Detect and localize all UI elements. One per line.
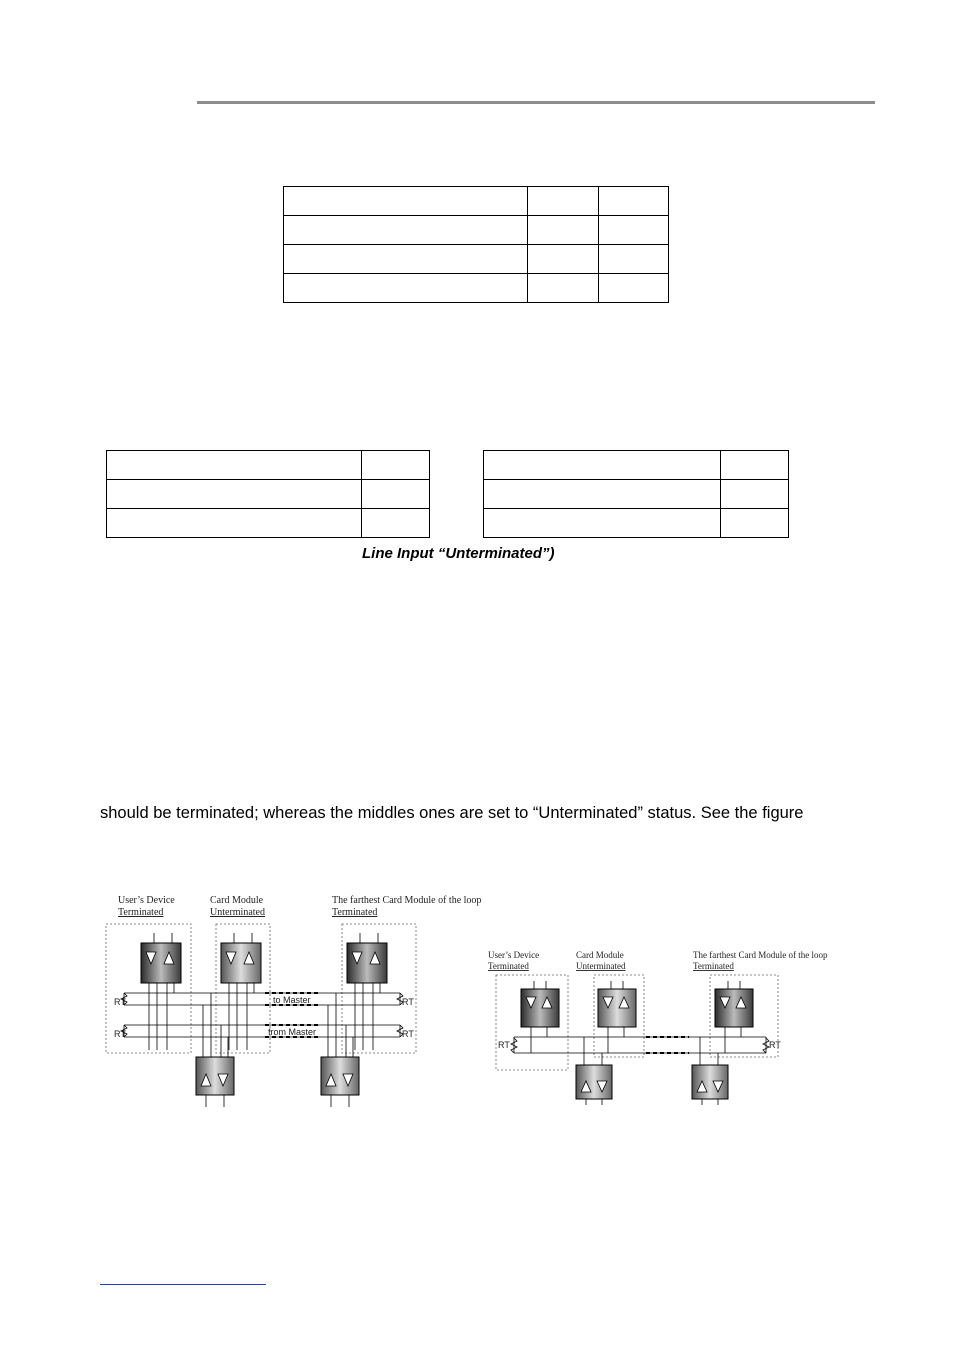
table-row [107, 509, 430, 538]
transceiver-block [221, 943, 261, 983]
table-cell [484, 451, 721, 480]
body-paragraph: should be terminated; whereas the middles ones are set to “Unterminated” status. See the figure [100, 804, 804, 822]
rt-label: RT [769, 1040, 781, 1050]
label-card-module: Card Module [210, 895, 264, 906]
table-row [284, 274, 669, 303]
label-farthest-module: The farthest Card Module of the loop [693, 950, 828, 960]
table-cell [484, 509, 721, 538]
table-cell [362, 480, 430, 509]
table-cell [599, 245, 669, 274]
transceiver-block [196, 1057, 234, 1095]
spec-table-2 [106, 450, 430, 538]
table-cell [528, 274, 599, 303]
table-cell [528, 245, 599, 274]
table-row [107, 480, 430, 509]
transceiver-block [347, 943, 387, 983]
table-cell [284, 274, 528, 303]
table-cell [107, 509, 362, 538]
table-row [284, 245, 669, 274]
table-cell [599, 187, 669, 216]
table-cell [284, 245, 528, 274]
table-row [484, 509, 789, 538]
table-cell [107, 480, 362, 509]
label-card-module-state: Unterminated [576, 961, 626, 971]
label-users-device: User’s Device [118, 895, 175, 906]
to-master-label: to Master [273, 995, 311, 1005]
transceiver-block [321, 1057, 359, 1095]
label-card-module: Card Module [576, 950, 624, 960]
transceiver-block [141, 943, 181, 983]
rt-label: RT [402, 1029, 414, 1039]
rt-label: RT [114, 1029, 126, 1039]
table-cell [362, 451, 430, 480]
table-cell [107, 451, 362, 480]
table-row [284, 216, 669, 245]
footer-link-underline[interactable] [100, 1284, 266, 1285]
table-cell [599, 216, 669, 245]
table-cell [721, 451, 789, 480]
table-row [284, 187, 669, 216]
label-farthest-module: The farthest Card Module of the loop [332, 895, 482, 906]
rt-label: RT [402, 997, 414, 1007]
table-caption: Line Input “Unterminated”) [362, 545, 555, 562]
table-cell [528, 187, 599, 216]
rt-label: RT [114, 997, 126, 1007]
spec-table-3 [483, 450, 789, 538]
from-master-label: from Master [268, 1027, 317, 1037]
label-farthest-module-state: Terminated [332, 907, 378, 918]
transceiver-block [715, 989, 753, 1027]
rt-label: RT [498, 1040, 510, 1050]
table-cell [528, 216, 599, 245]
table-cell [284, 187, 528, 216]
header-rule [197, 101, 875, 104]
figure-right-wiring-diagram [484, 945, 854, 1105]
label-farthest-module-state: Terminated [693, 961, 734, 971]
table-cell [721, 480, 789, 509]
table-row [107, 451, 430, 480]
figure-left-wiring-diagram [100, 890, 500, 1115]
transceiver-block [598, 989, 636, 1027]
label-users-device-state: Terminated [118, 907, 164, 918]
table-cell [362, 509, 430, 538]
table-row [484, 451, 789, 480]
table-cell [721, 509, 789, 538]
table-cell [599, 274, 669, 303]
label-users-device-state: Terminated [488, 961, 529, 971]
table-cell [284, 216, 528, 245]
label-card-module-state: Unterminated [210, 907, 265, 918]
table-cell [484, 480, 721, 509]
transceiver-block [521, 989, 559, 1027]
table-row [484, 480, 789, 509]
spec-table-1 [283, 186, 669, 303]
label-users-device: User’s Device [488, 950, 540, 960]
